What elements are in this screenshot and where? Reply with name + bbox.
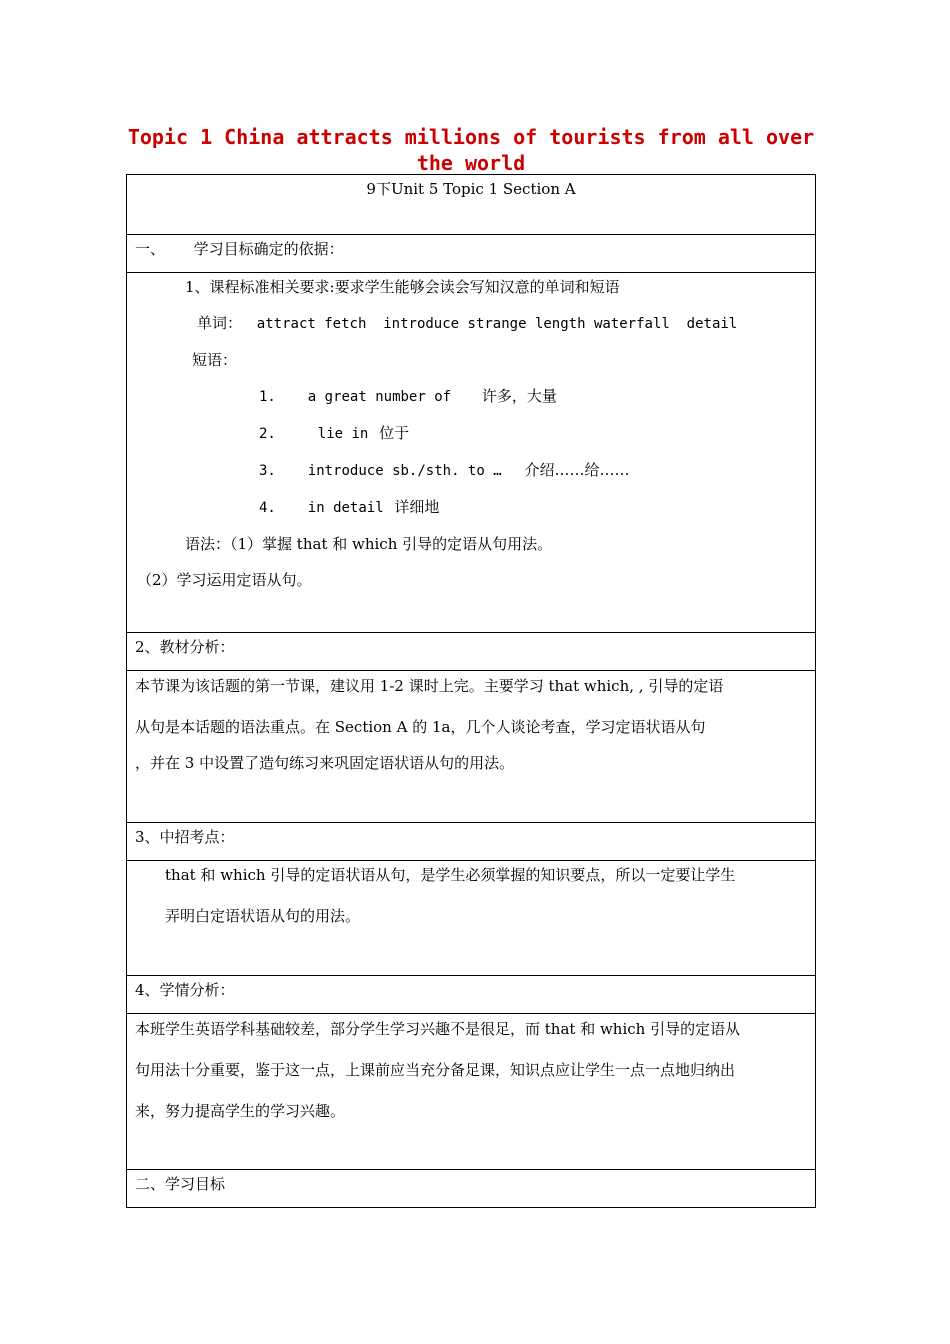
phrase-chinese: 位于 — [379, 424, 410, 442]
words-list: attract fetch introduce strange length waterfall detail — [256, 316, 738, 332]
phrase-english: in detail — [307, 500, 384, 516]
phrase-item — [135, 497, 807, 518]
table-row — [127, 175, 816, 235]
grammar-line-1: 语法：（1）掌握 that 和 which 引导的定语从句用法。 — [185, 535, 553, 553]
students-heading-cell — [127, 976, 816, 1014]
table-row — [127, 671, 816, 823]
phrase-chinese: 许多，大量 — [481, 387, 557, 405]
lesson-header: 9下Unit 5 Topic 1 Section A — [366, 180, 576, 198]
exam-line: 弄明白定语状语从句的用法。 — [165, 907, 361, 925]
grammar-line-2: （2）学习运用定语从句。 — [137, 571, 312, 589]
textbook-line: ，并在 3 中设置了造句练习来巩固定语状语从句的用法。 — [135, 754, 515, 772]
objectives-heading-cell — [127, 1170, 816, 1208]
phrase-number: 1. — [259, 389, 276, 405]
exam-cell — [127, 861, 816, 976]
students-line: 来，努力提高学生的学习兴趣。 — [135, 1102, 346, 1120]
table-row — [127, 1170, 816, 1208]
phrase-number: 3. — [259, 463, 276, 479]
phrase-number: 4. — [259, 500, 276, 516]
phrase-english: introduce sb./sth. to … — [307, 463, 502, 479]
phrase-item — [135, 386, 807, 407]
table-row — [127, 861, 816, 976]
textbook-heading: 2、教材分析： — [135, 638, 235, 656]
curriculum-requirement: 1、课程标准相关要求:要求学生能够会读会写知汉意的单词和短语 — [185, 278, 620, 296]
basis-cell — [127, 235, 816, 273]
phrase-item — [135, 423, 807, 444]
exam-heading: 3、中招考点： — [135, 828, 235, 846]
phrases-label: 短语： — [192, 351, 238, 369]
table-row — [127, 976, 816, 1014]
objectives-heading: 二、学习目标 — [135, 1175, 226, 1193]
exam-line: that 和 which 引导的定语状语从句，是学生必须掌握的知识要点，所以一定要让学生 — [165, 866, 736, 884]
document-title: Topic 1 China attracts millions of tourists from all over the world — [127, 125, 815, 175]
students-cell — [127, 1014, 816, 1170]
students-heading: 4、学情分析： — [135, 981, 235, 999]
table-row — [127, 1014, 816, 1170]
curriculum-cell — [127, 273, 816, 633]
section-basis-heading: 一、 学习目标确定的依据： — [135, 240, 344, 258]
students-line: 本班学生英语学科基础较差，部分学生学习兴趣不是很足，而 that 和 which 引导的定语从 — [135, 1020, 741, 1038]
table-row — [127, 633, 816, 671]
phrase-english: a great number of — [307, 389, 452, 405]
phrase-number: 2. — [259, 426, 276, 442]
words-row — [135, 313, 807, 334]
header-cell — [127, 175, 816, 235]
students-line: 句用法十分重要，鉴于这一点，上课前应当充分备足课，知识点应让学生一点一点地归纳出 — [135, 1061, 736, 1079]
textbook-line: 本节课为该话题的第一节课，建议用 1-2 课时上完。主要学习 that which, , 引导的定语 — [135, 677, 724, 695]
table-row — [127, 823, 816, 861]
phrase-item — [135, 460, 807, 481]
textbook-line: 从句是本话题的语法重点。在 Section A 的 1a，几个人谈论考查，学习定语状语从句 — [135, 718, 706, 736]
textbook-cell — [127, 671, 816, 823]
words-label: 单词： — [197, 314, 243, 332]
phrase-chinese: 详细地 — [394, 498, 440, 516]
exam-heading-cell — [127, 823, 816, 861]
textbook-heading-cell — [127, 633, 816, 671]
table-row — [127, 235, 816, 273]
phrase-english: lie in — [317, 426, 369, 442]
phrase-chinese: 介绍……给…… — [524, 461, 630, 479]
table-row — [127, 273, 816, 633]
lesson-plan-table — [126, 174, 816, 1208]
